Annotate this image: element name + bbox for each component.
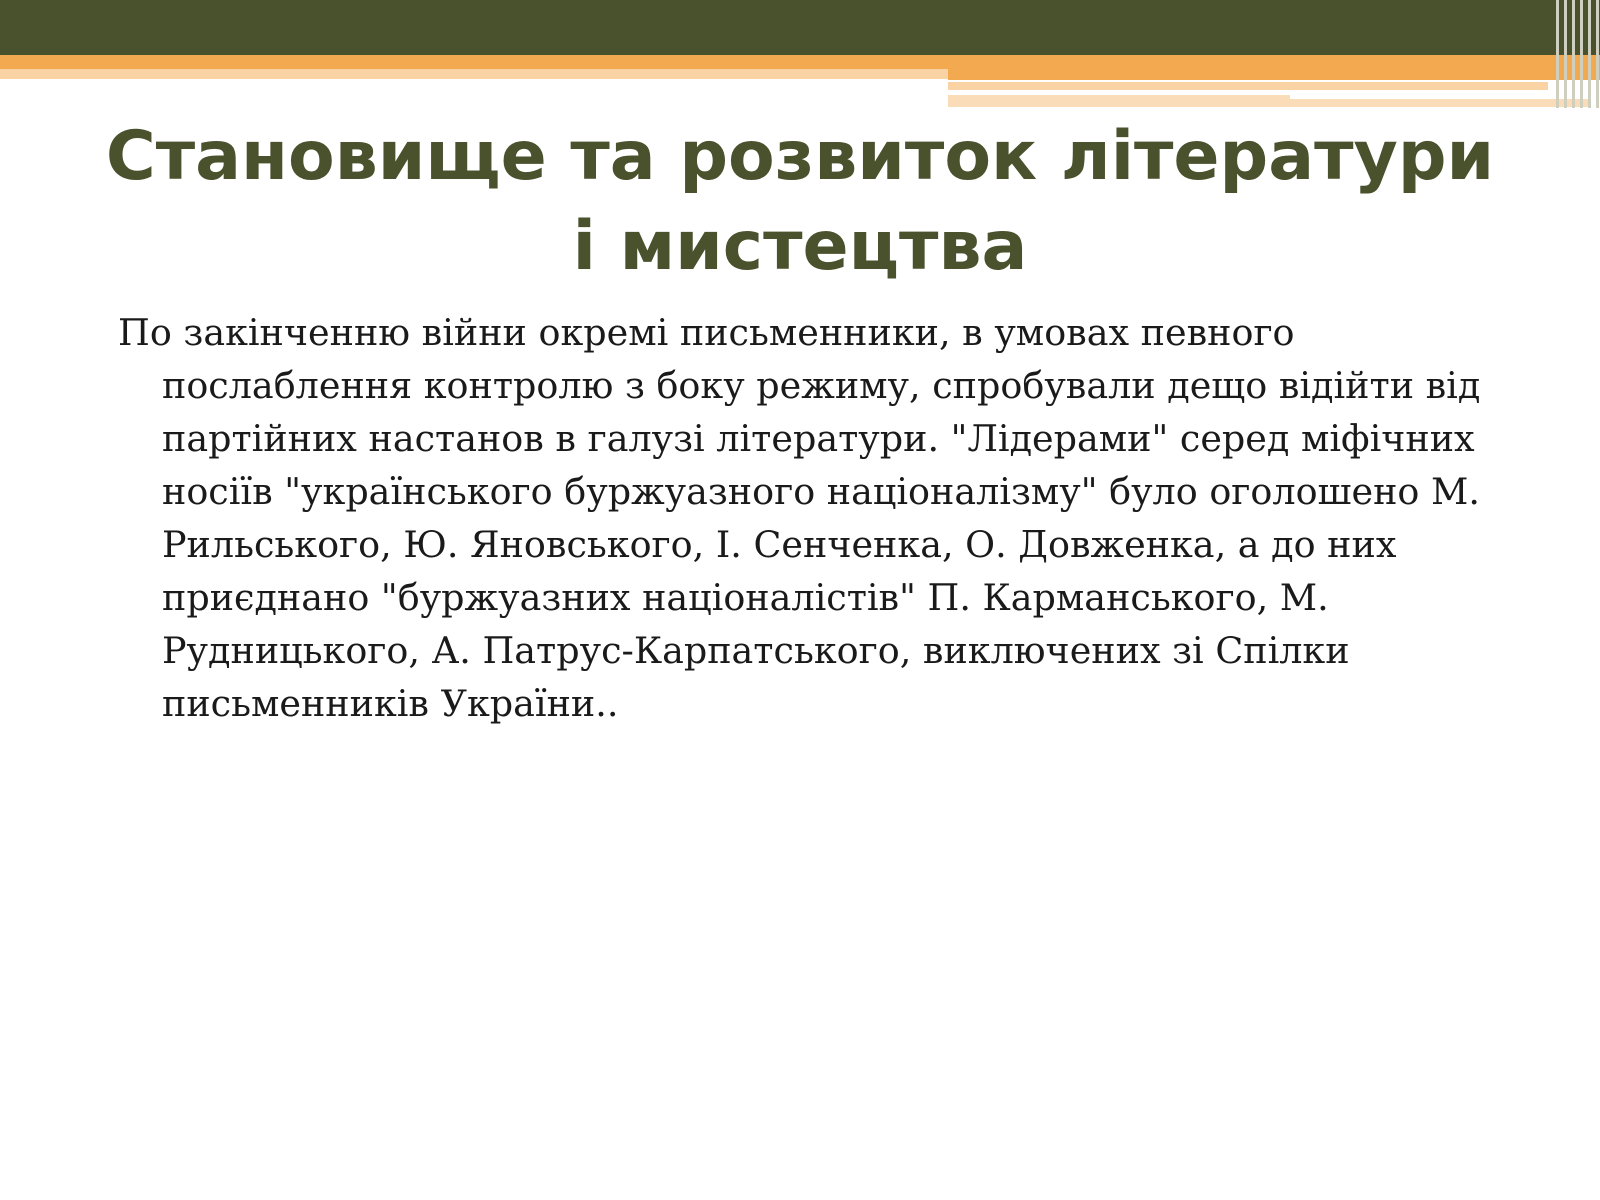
slide-title: Становище та розвиток літератури і мистецтва	[105, 117, 1495, 286]
accent-band-peach	[0, 69, 948, 79]
header-bar	[0, 0, 1600, 55]
accent-strip	[948, 95, 1290, 107]
accent-band-orange	[0, 55, 1600, 69]
accent-strip	[1290, 99, 1590, 107]
accent-strip	[948, 82, 1548, 90]
decorative-stripes	[1552, 0, 1600, 108]
body-paragraph: По закінченню війни окремі письменники, в умовах певного послаблення контролю з боку режиму, спробували дещо відійти від партійних настанов в галузі літератури. "Лідерами" серед міфічних носіїв "українського буржуазного націоналізму" було оголошено М. Рильського, Ю. Яновського, І. Сенченка, О. Довженка, а до них приєднано "буржуазних націоналістів" П. Карманського, М. Рудницького, А. Патрус-Карпатського, виключених зі Спілки письменників України..	[118, 311, 1481, 725]
accent-band-orange-right	[948, 69, 1600, 80]
